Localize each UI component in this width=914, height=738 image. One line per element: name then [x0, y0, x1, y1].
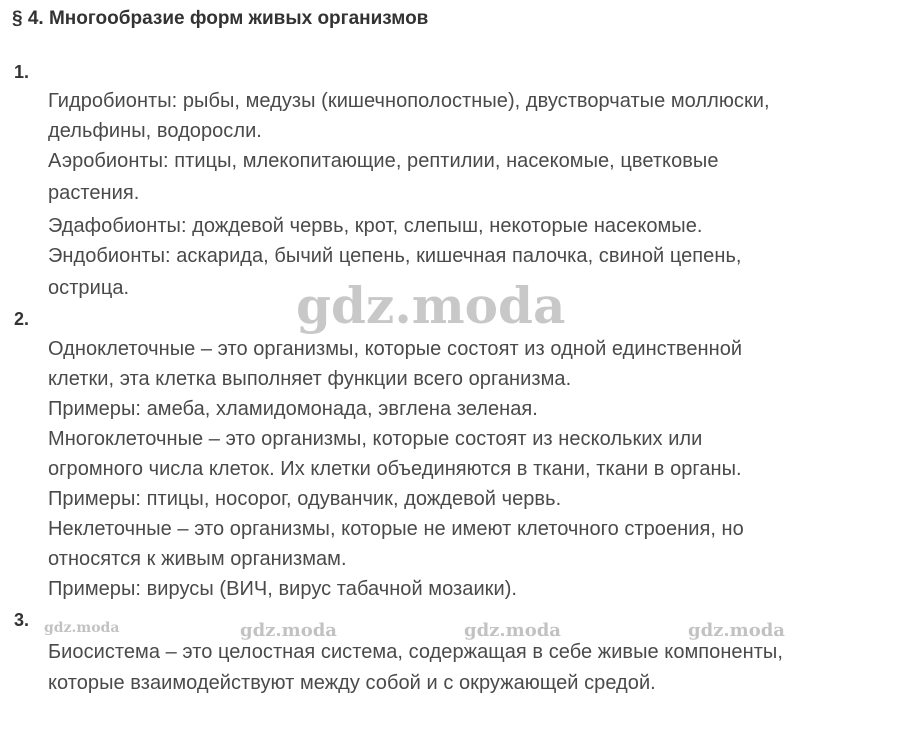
- section-2-line: Одноклеточные – это организмы, которые состоят из одной единственной: [48, 338, 743, 360]
- section-3-line: которые взаимодействуют между собой и с окружающей средой.: [48, 672, 656, 694]
- section-2-line: Многоклеточные – это организмы, которые состоят из нескольких или: [48, 428, 703, 450]
- watermark-logo-small: gdz.moda: [464, 620, 561, 641]
- section-2-line: Неклеточные – это организмы, которые не имеют клеточного строения, но: [48, 518, 744, 540]
- section-1-line: дельфины, водоросли.: [48, 120, 262, 142]
- watermark-logo-small: gdz.moda: [44, 620, 120, 636]
- watermark-logo-small: gdz.moda: [240, 620, 337, 641]
- section-1-line: Эдафобионты: дождевой червь, крот, слепыш, некоторые насекомые.: [48, 215, 703, 237]
- watermark-logo-small: gdz.moda: [688, 620, 785, 641]
- section-2-line: огромного числа клеток. Их клетки объединяются в ткани, ткани в органы.: [48, 458, 742, 480]
- section-3-line: Биосистема – это целостная система, содержащая в себе живые компоненты,: [48, 641, 783, 663]
- section-1-line: Эндобионты: аскарида, бычий цепень, кишечная палочка, свиной цепень,: [48, 245, 742, 267]
- section-3-number: 3.: [14, 610, 30, 630]
- section-2-line: Примеры: амеба, хламидомонада, эвглена зеленая.: [48, 398, 538, 420]
- section-1-line: острица.: [48, 277, 130, 299]
- section-1-number: 1.: [14, 62, 30, 82]
- section-2-line: относятся к живым организмам.: [48, 548, 347, 570]
- watermark-logo: gdz.moda: [296, 276, 566, 335]
- section-2-line: клетки, эта клетка выполняет функции всего организма.: [48, 368, 572, 390]
- section-1-line: Гидробионты: рыбы, медузы (кишечнополостные), двустворчатые моллюски,: [48, 90, 770, 112]
- page-title: § 4. Многообразие форм живых организмов: [12, 8, 429, 29]
- section-2-line: Примеры: птицы, носорог, одуванчик, дождевой червь.: [48, 488, 562, 510]
- section-1-line: растения.: [48, 182, 140, 204]
- section-1-line: Аэробионты: птицы, млекопитающие, рептилии, насекомые, цветковые: [48, 150, 719, 172]
- section-2-number: 2.: [14, 309, 30, 329]
- section-2-line: Примеры: вирусы (ВИЧ, вирус табачной мозаики).: [48, 578, 518, 600]
